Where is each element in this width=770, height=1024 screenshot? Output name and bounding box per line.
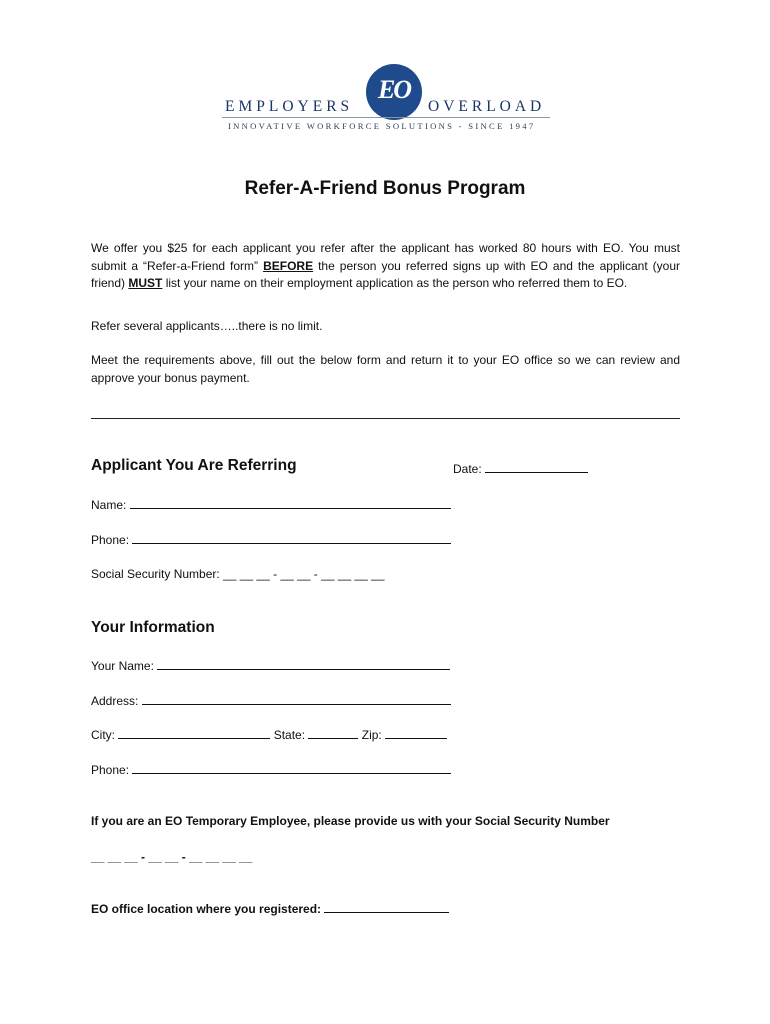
logo-word-right: OVERLOAD xyxy=(428,98,546,115)
office-location-input-line[interactable] xyxy=(324,901,449,913)
company-logo xyxy=(222,62,550,136)
office-location-label: EO office location where you registered: xyxy=(91,902,322,916)
eo-emblem xyxy=(366,64,422,120)
applicant-ssn-blank[interactable]: __ __ __ - __ __ - __ __ __ __ xyxy=(223,567,385,581)
emblem-letters: EO xyxy=(377,75,411,104)
state-input-line[interactable] xyxy=(308,727,358,739)
page-title: Refer-A-Friend Bonus Program xyxy=(244,178,526,199)
city-state-zip-field xyxy=(91,727,447,742)
office-location-field xyxy=(91,901,449,916)
your-name-input-line[interactable] xyxy=(157,658,450,670)
your-phone-field xyxy=(91,762,451,777)
intro-before-emphasis: BEFORE xyxy=(263,258,314,273)
limit-paragraph: Refer several applicants…..there is no limit. xyxy=(91,319,323,333)
state-label: State: xyxy=(273,728,306,742)
applicant-phone-field xyxy=(91,532,451,547)
city-label: City: xyxy=(91,728,115,742)
applicant-ssn-field xyxy=(91,567,385,581)
intro-text-1: We offer you $25 for each applicant you refer after the applicant has worked 80 hours with EO. You must submit a “Refer-a-Friend form” xyxy=(91,241,680,273)
intro-must-emphasis: MUST xyxy=(128,276,163,290)
your-phone-input-line[interactable] xyxy=(132,762,451,774)
requirements-paragraph: Meet the requirements above, fill out the below form and return it to your EO office so we can review and approve your bonus payment. xyxy=(91,353,680,385)
city-input-line[interactable] xyxy=(118,727,270,739)
zip-input-line[interactable] xyxy=(385,727,447,739)
date-field xyxy=(453,461,588,476)
address-label: Address: xyxy=(91,694,139,708)
your-name-label: Your Name: xyxy=(91,659,154,673)
applicant-ssn-label: Social Security Number: xyxy=(91,567,220,581)
intro-text-2: the person you referred signs up with EO and the applicant (your friend) xyxy=(91,258,680,290)
logo-rule xyxy=(222,117,550,118)
intro-text-3: list your name on their employment application as the person who referred them to EO. xyxy=(162,276,628,290)
applicant-name-field xyxy=(91,497,451,512)
address-input-line[interactable] xyxy=(142,693,451,705)
applicant-phone-label: Phone: xyxy=(91,533,130,547)
applicant-heading: Applicant You Are Referring xyxy=(91,457,297,474)
logo-word-left: EMPLOYERS xyxy=(225,98,354,115)
applicant-name-input-line[interactable] xyxy=(130,497,451,509)
your-phone-label: Phone: xyxy=(91,763,130,777)
logo-tagline: INNOVATIVE WORKFORCE SOLUTIONS - SINCE 1947 xyxy=(228,121,536,131)
applicant-phone-input-line[interactable] xyxy=(132,532,451,544)
intro-paragraph xyxy=(91,240,680,293)
temp-employee-ssn-blank[interactable]: __ __ __ - __ __ - __ __ __ __ xyxy=(91,850,253,864)
date-label: Date: xyxy=(453,462,482,476)
zip-label: Zip: xyxy=(361,728,382,742)
your-name-field xyxy=(91,658,450,673)
temp-employee-prompt: If you are an EO Temporary Employee, please provide us with your Social Security Number xyxy=(91,814,610,828)
section-divider xyxy=(91,418,680,419)
your-info-heading: Your Information xyxy=(91,619,215,636)
address-field xyxy=(91,693,451,708)
applicant-name-label: Name: xyxy=(91,498,127,512)
date-input-line[interactable] xyxy=(485,461,588,473)
